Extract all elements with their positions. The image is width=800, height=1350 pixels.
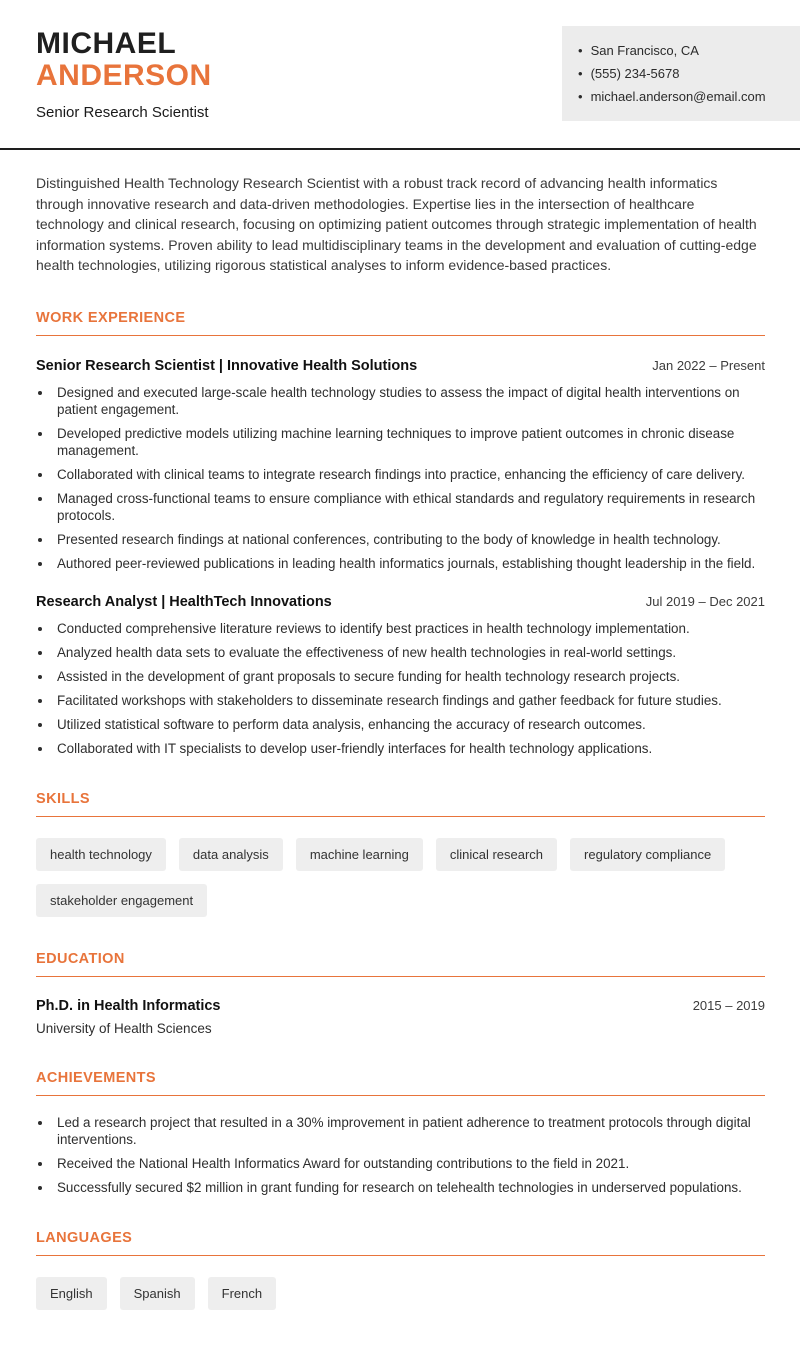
job-dates: Jan 2022 – Present: [652, 357, 765, 373]
achievements-list: [36, 1114, 765, 1196]
bullet-item: • Authored peer-reviewed publications in leading health informatics journals, establishing thought leadership in the field.: [53, 555, 765, 572]
resume-body: [0, 173, 800, 1350]
section-languages: [36, 1230, 765, 1310]
bullet-item: • Assisted in the development of grant proposals to secure funding for health technology research projects.: [53, 668, 765, 685]
section-work-experience: [36, 310, 765, 757]
section-title-work-experience: WORK EXPERIENCE: [36, 310, 765, 336]
degree-title: Ph.D. in Health Informatics: [36, 997, 221, 1014]
skill-tag: machine learning: [296, 838, 423, 871]
section-title-education: EDUCATION: [36, 951, 765, 977]
job-title: Senior Research Scientist | Innovative Health Solutions: [36, 357, 418, 374]
bullet-dot-icon: •: [578, 89, 583, 104]
section-education: [36, 951, 765, 1036]
summary-text: Distinguished Health Technology Research Scientist with a robust track record of advancing health informatics through innovative research and data-driven methodologies. Expertise lies in the intersection of healthcare technology and clinical research, focusing on optimizing patient outcomes through strategic implementation of health information systems. Proven ability to lead multidisciplinary teams in the development and evaluation of cutting-edge health technologies, utilizing rigorous statistical analyses to inform evidence-based practices.: [36, 175, 757, 273]
bullet-item: • Designed and executed large-scale health technology studies to assess the impact of digital health interventions on patient engagement.: [53, 384, 765, 418]
education-dates: 2015 – 2019: [692, 997, 765, 1013]
achievement-item: • Received the National Health Informatics Award for outstanding contributions to the field in 2021.: [53, 1155, 765, 1172]
bullet-dot-icon: •: [578, 43, 583, 58]
job-bullets: [36, 384, 765, 572]
education-entry: [36, 998, 765, 1036]
bullet-item: • Conducted comprehensive literature reviews to identify best practices in health technology implementation.: [53, 620, 765, 637]
skills-tag-list: [36, 838, 765, 917]
job-header: [36, 594, 765, 610]
section-title-achievements: ACHIEVEMENTS: [36, 1070, 765, 1096]
skill-tag: stakeholder engagement: [36, 884, 207, 917]
section-title-skills: SKILLS: [36, 791, 765, 817]
job-entry: [36, 594, 765, 757]
job-entry: [36, 358, 765, 572]
section-skills: [36, 791, 765, 917]
first-name: MICHAEL: [36, 27, 177, 60]
skill-tag: data analysis: [179, 838, 283, 871]
contact-location: San Francisco, CA: [590, 43, 699, 58]
contact-card: [562, 26, 800, 121]
bullet-item: • Collaborated with IT specialists to develop user-friendly interfaces for health technology applications.: [53, 740, 765, 757]
achievement-item: • Successfully secured $2 million in grant funding for research on telehealth technologies in underserved populations.: [53, 1179, 765, 1196]
bullet-item: • Analyzed health data sets to evaluate the effectiveness of new health technologies in real-world settings.: [53, 644, 765, 661]
skill-tag: clinical research: [436, 838, 557, 871]
bullet-item: • Managed cross-functional teams to ensure compliance with ethical standards and regulatory requirements in research protocols.: [53, 490, 765, 524]
school-name: University of Health Sciences: [36, 1020, 212, 1036]
achievement-item: • Led a research project that resulted in a 30% improvement in patient adherence to treatment protocols through digital interventions.: [53, 1114, 765, 1148]
skill-tag: regulatory compliance: [570, 838, 725, 871]
skill-tag: health technology: [36, 838, 166, 871]
contact-item-location: [578, 39, 784, 62]
contact-item-phone: [578, 62, 784, 85]
header-divider: [0, 148, 800, 150]
header-job-title: Senior Research Scientist: [36, 104, 209, 121]
contact-item-email: [578, 85, 784, 108]
education-header: [36, 998, 765, 1014]
job-title: Research Analyst | HealthTech Innovations: [36, 593, 332, 610]
language-tag: Spanish: [120, 1277, 195, 1310]
job-header: [36, 358, 765, 374]
bullet-item: • Utilized statistical software to perform data analysis, enhancing the accuracy of research outcomes.: [53, 716, 765, 733]
section-achievements: [36, 1070, 765, 1196]
last-name: ANDERSON: [36, 58, 212, 92]
contact-phone: (555) 234-5678: [590, 66, 680, 81]
job-bullets: [36, 620, 765, 757]
bullet-item: • Collaborated with clinical teams to integrate research findings into practice, enhancing the efficiency of care delivery.: [53, 466, 765, 483]
section-title-languages: LANGUAGES: [36, 1230, 765, 1256]
bullet-item: • Developed predictive models utilizing machine learning techniques to improve patient outcomes in chronic disease management.: [53, 425, 765, 459]
resume-header: [0, 0, 800, 121]
bullet-item: • Facilitated workshops with stakeholders to disseminate research findings and gather feedback for future studies.: [53, 692, 765, 709]
name-block: [36, 26, 212, 121]
language-tag: French: [208, 1277, 276, 1310]
job-dates: Jul 2019 – Dec 2021: [645, 593, 765, 609]
contact-email: michael.anderson@email.com: [590, 89, 766, 104]
bullet-dot-icon: •: [578, 66, 583, 81]
language-tag: English: [36, 1277, 107, 1310]
languages-tag-list: [36, 1277, 765, 1310]
bullet-item: • Presented research findings at national conferences, contributing to the body of knowledge in health technology.: [53, 531, 765, 548]
